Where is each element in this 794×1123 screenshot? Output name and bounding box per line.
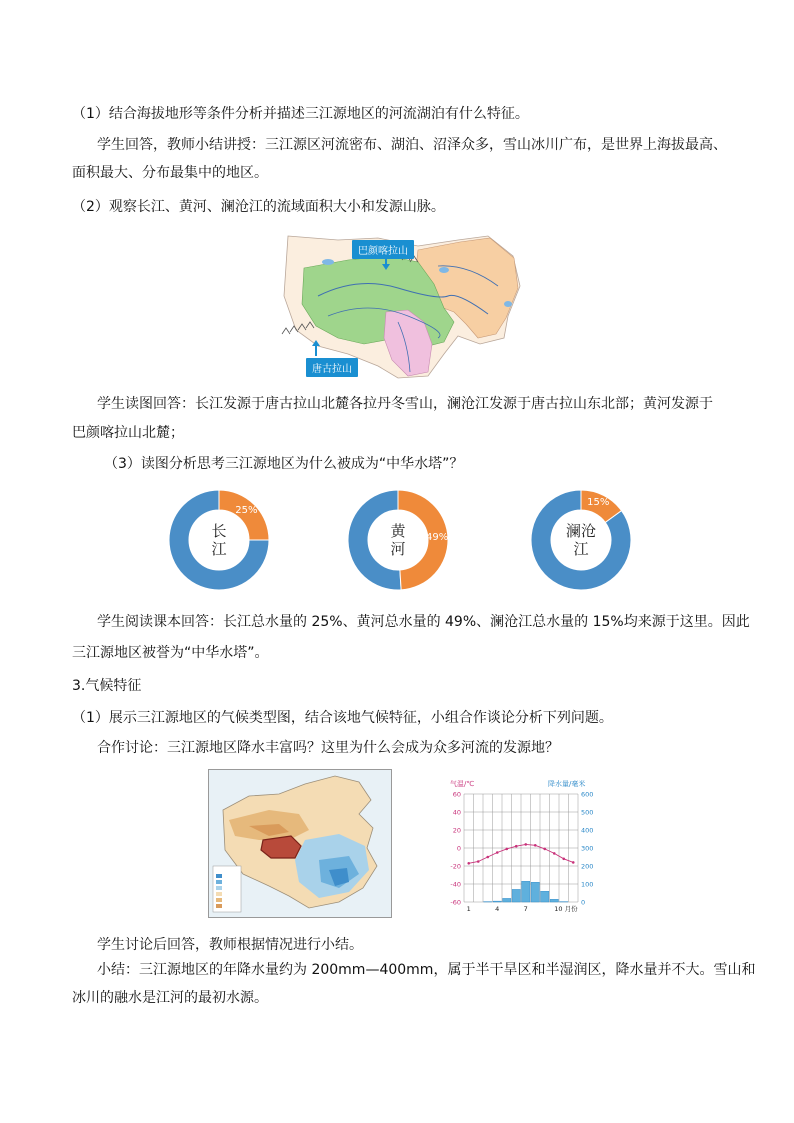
precip-tick-label: 500 — [581, 808, 594, 817]
precip-bar — [522, 881, 530, 902]
temperature-point — [553, 852, 556, 855]
donut-river-label-line1: 长 — [211, 522, 227, 540]
month-tick-label: 10 月份 — [554, 905, 578, 913]
precip-bar — [493, 901, 501, 902]
temp-tick-label: -40 — [450, 880, 461, 889]
temperature-point — [543, 848, 546, 851]
donut-chart — [348, 490, 448, 590]
paragraph-q3: （3）读图分析思考三江源地区为什么被成为“中华水塔”？ — [104, 456, 464, 472]
donut-percent-label: 15% — [587, 497, 610, 509]
tanggula-mountain-label: 唐古拉山 — [306, 358, 358, 377]
donut-chart — [531, 490, 631, 590]
section-heading-climate: 3.气候特征 — [72, 678, 142, 694]
donut-river-label-line1: 黄 — [390, 522, 406, 540]
temp-tick-label: -60 — [450, 898, 461, 907]
donut-river-label-line1: 澜沧 — [565, 522, 596, 540]
river-basin-map — [268, 226, 526, 384]
paragraph-answer-3b: 三江源地区被誉为“中华水塔”。 — [72, 645, 269, 661]
temperature-point — [486, 856, 489, 859]
temperature-point — [477, 860, 480, 863]
donut-river-label-line2: 江 — [573, 540, 589, 558]
month-tick-label: 1 — [466, 905, 471, 913]
temperature-point — [505, 848, 508, 851]
precip-bar — [512, 889, 520, 902]
donut-river-label-line2: 江 — [211, 540, 227, 558]
precip-tick-label: 200 — [581, 862, 594, 871]
china-precipitation-map — [208, 769, 392, 918]
paragraph-summary-b: 冰川的融水是江河的最初水源。 — [72, 990, 268, 1006]
temperature-point — [524, 843, 527, 846]
temp-tick-label: 0 — [456, 844, 461, 853]
precip-tick-label: 100 — [581, 880, 594, 889]
paragraph-answer-1b: 面积最大、分布最集中的地区。 — [72, 165, 268, 181]
china-precipitation-map-svg — [209, 770, 391, 917]
temperature-point — [467, 862, 470, 865]
month-tick-label: 7 — [523, 905, 528, 913]
climate-chart-svg — [420, 776, 610, 914]
temperature-point — [534, 844, 537, 847]
paragraph-q1: （1）结合海拔地形等条件分析并描述三江源地区的河流湖泊有什么特征。 — [72, 106, 529, 122]
precip-tick-label: 400 — [581, 826, 594, 835]
paragraph-answer-1a: 学生回答，教师小结讲授：三江源区河流密布、湖泊、沼泽众多，雪山冰川广布，是世界上海拔最高、 — [97, 137, 727, 153]
donut-percent-label: 25% — [235, 504, 258, 516]
paragraph-answer-3a: 学生阅读课本回答：长江总水量的 25%、黄河总水量的 49%、澜沧江总水量的 15%均来源于这里。因此 — [97, 614, 750, 630]
precip-bar — [503, 898, 511, 902]
bayankala-mountain-label: 巴颜喀拉山 — [352, 240, 414, 259]
month-tick-label: 4 — [495, 905, 500, 913]
precip-tick-label: 300 — [581, 844, 594, 853]
precip-tick-label: 600 — [581, 790, 594, 799]
temperature-point — [562, 858, 565, 861]
temp-tick-label: 20 — [452, 826, 461, 835]
donut-percent-label: 49% — [425, 531, 449, 543]
temp-tick-label: -20 — [450, 862, 461, 871]
temperature-point — [496, 851, 499, 854]
paragraph-discussion: 合作讨论：三江源地区降水丰富吗？这里为什么会成为众多河流的发源地？ — [97, 740, 559, 756]
donut-chart — [169, 490, 269, 590]
donut-river-label-line2: 河 — [390, 540, 406, 558]
temp-tick-label: 40 — [452, 808, 461, 817]
precip-bar — [531, 882, 539, 902]
paragraph-answer-4: 学生讨论后回答，教师根据情况进行小结。 — [97, 937, 363, 953]
paragraph-answer-2b: 巴颜喀拉山北麓； — [72, 425, 184, 441]
climate-chart — [420, 776, 610, 914]
paragraph-climate-q1: （1）展示三江源地区的气候类型图，结合该地气候特征，小组合作谈论分析下列问题。 — [72, 710, 613, 726]
paragraph-summary-a: 小结：三江源地区的年降水量约为 200mm—400mm，属于半干旱区和半湿润区，降水量并不大。雪山和 — [97, 962, 756, 978]
temperature-point — [515, 845, 518, 848]
donut-river-label — [169, 522, 269, 558]
precip-bar — [550, 899, 558, 902]
donut-river-label — [531, 522, 631, 558]
precip-bar — [541, 891, 549, 902]
temp-tick-label: 60 — [452, 790, 461, 799]
left-axis-label: 气温/℃ — [450, 780, 475, 788]
precip-tick-label: 0 — [581, 898, 586, 907]
temperature-point — [572, 861, 575, 864]
paragraph-answer-2a: 学生读图回答：长江发源于唐古拉山北麓各拉丹冬雪山，澜沧江发源于唐古拉山东北部；黄河发源于 — [97, 396, 713, 412]
right-axis-label: 降水量/毫米 — [548, 780, 586, 788]
paragraph-q2: （2）观察长江、黄河、澜沧江的流域面积大小和发源山脉。 — [72, 199, 445, 215]
